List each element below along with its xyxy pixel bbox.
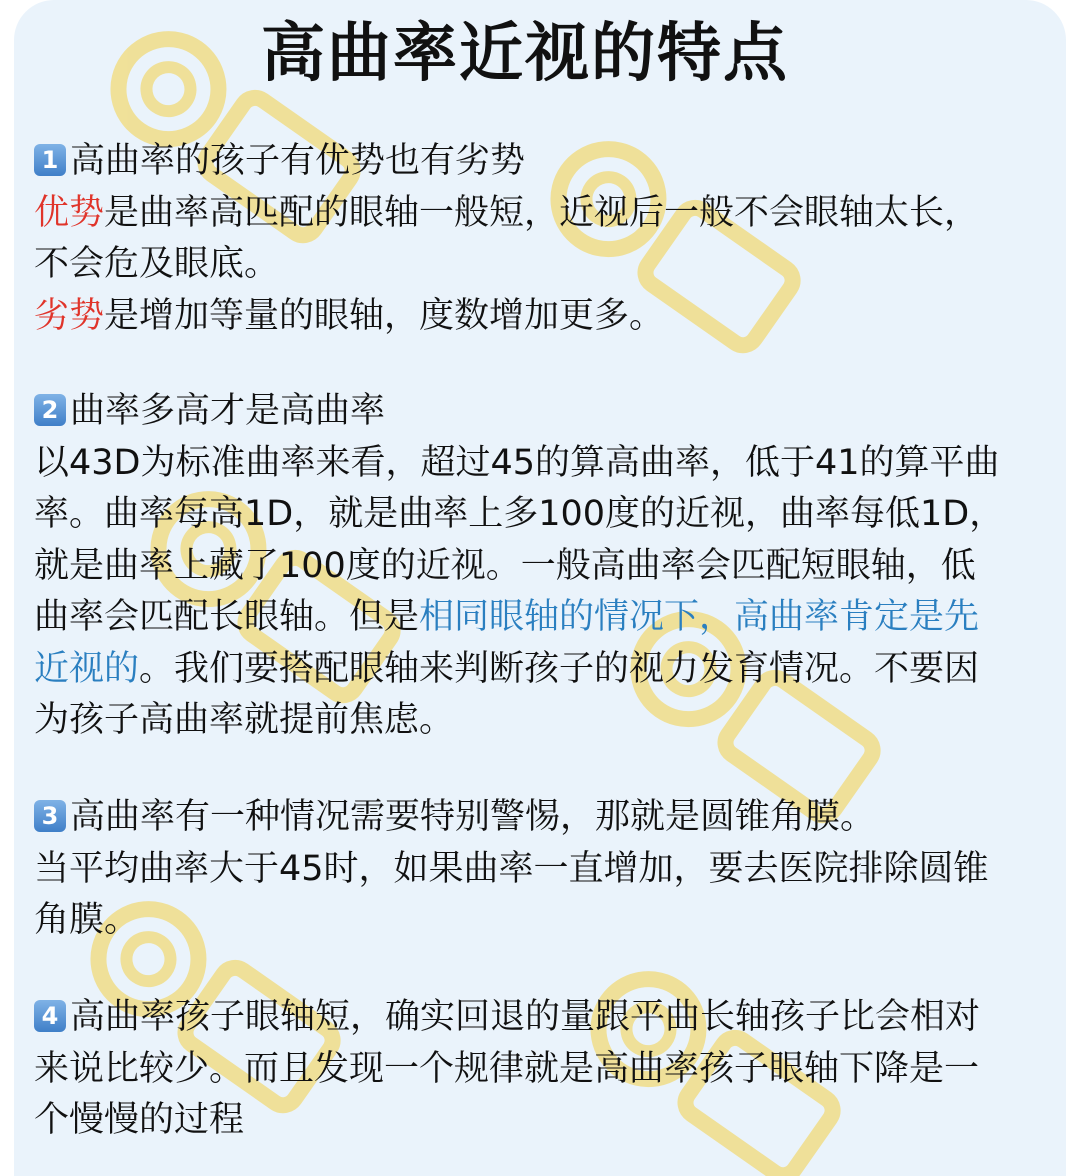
section-4 xyxy=(34,992,1044,1147)
number-badge-3: 3 xyxy=(34,800,66,832)
paragraph-text: 。我们要搭配眼轴来判断孩子的视力发育情况。不要因 xyxy=(139,648,980,689)
section-heading-text: 曲率多高才是高曲率 xyxy=(70,391,386,431)
number-badge-4: 4 xyxy=(34,1000,66,1032)
number-badge-2: 2 xyxy=(34,394,66,426)
section-3 xyxy=(34,792,1044,947)
paragraph-text: 是曲率高匹配的眼轴一般短，近视后一般不会眼轴太长， xyxy=(104,192,980,233)
section-heading xyxy=(34,386,1044,438)
paragraph-text: 是增加等量的眼轴，度数增加更多。 xyxy=(104,295,665,336)
section-heading xyxy=(34,992,1044,1044)
paragraph-line: 角膜。 xyxy=(34,900,140,940)
paragraph-line: 不会危及眼底。 xyxy=(34,244,280,284)
paragraph-line: 就是曲率上藏了100度的近视。一般高曲率会匹配短眼轴，低 xyxy=(34,545,976,586)
section-heading-text: 高曲率有一种情况需要特别警惕，那就是圆锥角膜。 xyxy=(70,797,876,837)
paragraph-line xyxy=(34,592,1044,644)
paragraph-line: 为孩子高曲率就提前焦虑。 xyxy=(34,700,455,740)
paragraph-line xyxy=(34,644,1044,696)
section-1 xyxy=(34,136,1044,342)
paragraph-text: 曲率会匹配长眼轴。但是 xyxy=(34,597,420,637)
paragraph-line xyxy=(34,291,1044,343)
paragraph-line: 当平均曲率大于45时，如果曲率一直增加，要去医院排除圆锥 xyxy=(34,848,989,889)
highlight-same-axis: 相同眼轴的情况下，高曲率肯定是先 xyxy=(419,597,980,637)
number-badge-1: 1 xyxy=(34,144,66,176)
paragraph-line: 率。曲率每高1D，就是曲率上多100度的近视，曲率每低1D， xyxy=(34,494,1005,534)
paragraph-line: 个慢慢的过程 xyxy=(34,1100,245,1140)
page-title: 高曲率近视的特点 xyxy=(261,17,789,91)
section-2 xyxy=(34,386,1044,747)
highlight-advantage: 优势 xyxy=(34,192,105,233)
section-heading-text: 高曲率孩子眼轴短，确实回退的量跟平曲长轴孩子比会相对 xyxy=(70,997,981,1037)
section-heading-text: 高曲率的孩子有优势也有劣势 xyxy=(70,141,526,181)
paragraph-line xyxy=(34,188,1044,240)
section-heading xyxy=(34,136,1044,188)
section-heading xyxy=(34,792,1044,844)
highlight-myopia-first: 近视的 xyxy=(34,648,140,689)
highlight-disadvantage: 劣势 xyxy=(34,295,105,336)
paragraph-line: 来说比较少。而且发现一个规律就是高曲率孩子眼轴下降是一 xyxy=(34,1048,980,1089)
paragraph-line: 以43D为标准曲率来看，超过45的算高曲率，低于41的算平曲 xyxy=(34,442,1000,483)
